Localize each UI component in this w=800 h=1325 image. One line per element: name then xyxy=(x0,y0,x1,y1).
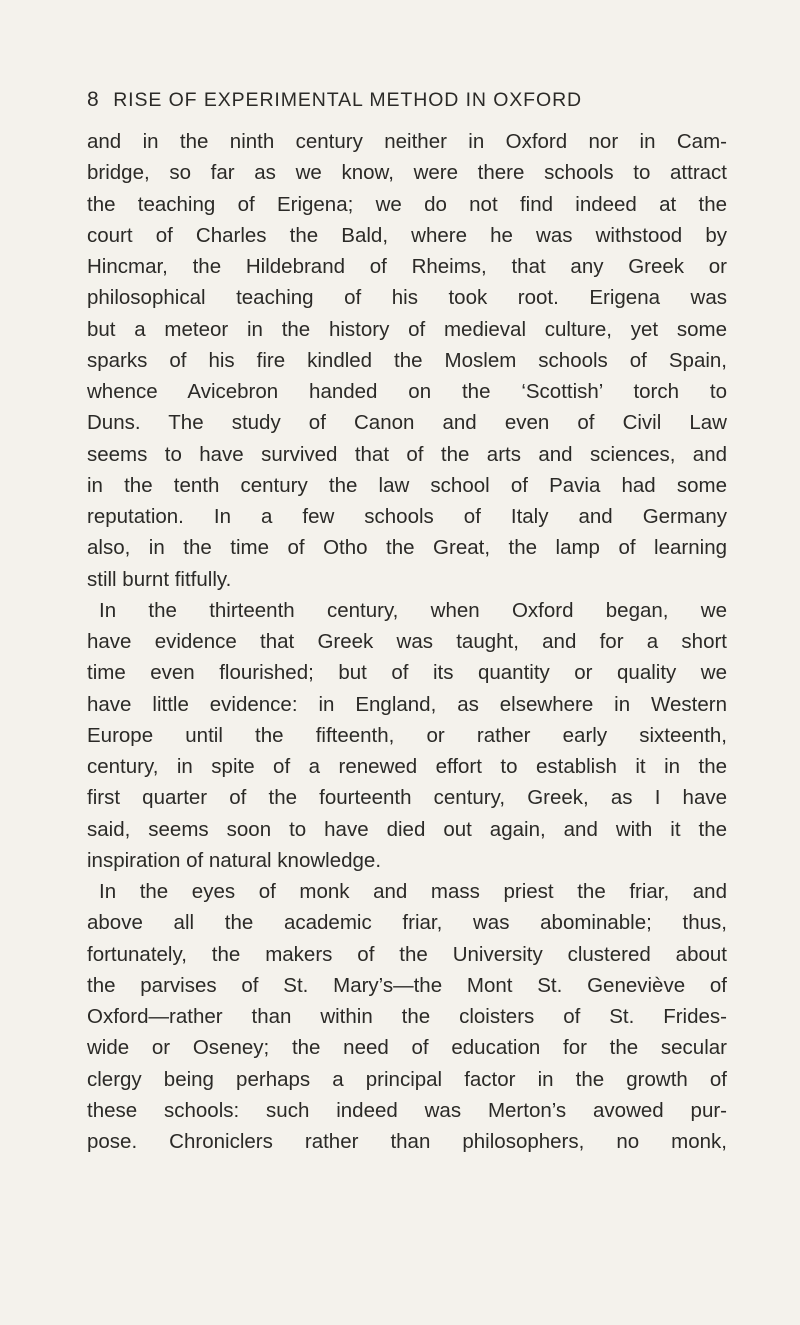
running-head xyxy=(87,88,727,116)
text-line: wide or Oseney; the need of education for the secular xyxy=(87,1036,727,1060)
text-line: these schools: such indeed was Merton’s avowed pur- xyxy=(87,1098,727,1122)
text-line: above all the academic friar, was abominable; thus, xyxy=(87,911,727,935)
body-text xyxy=(87,126,727,1157)
text-line: in the tenth century the law school of Pavia had some xyxy=(87,473,727,497)
text-line: reputation. In a few schools of Italy and Germany xyxy=(87,505,727,528)
text-line: sparks of his fire kindled the Moslem schools of Spain, xyxy=(87,348,727,372)
text-line: Europe until the fifteenth, or rather early sixteenth, xyxy=(87,723,727,747)
text-line: whence Avicebron handed on the ‘Scottish’ torch to xyxy=(87,380,727,403)
text-line: Hincmar, the Hildebrand of Rheims, that any Greek or xyxy=(87,255,727,278)
text-line: first quarter of the fourteenth century, Greek, as I have xyxy=(87,786,727,810)
text-line: pose. Chroniclers rather than philosophers, no monk, xyxy=(87,1130,727,1153)
text-line: have evidence that Greek was taught, and for a short xyxy=(87,630,727,653)
text-line: inspiration of natural knowledge. xyxy=(87,848,382,872)
page-number: 8 xyxy=(87,88,100,111)
text-line: and in the ninth century neither in Oxford nor in Cam- xyxy=(87,130,727,153)
text-line: clergy being perhaps a principal factor in the growth of xyxy=(87,1067,727,1091)
text-line: fortunately, the makers of the University clustered about xyxy=(87,942,727,966)
text-line: time even flourished; but of its quantity or quality we xyxy=(87,661,727,685)
text-line: have little evidence: in England, as elsewhere in Western xyxy=(87,692,727,716)
text-line: but a meteor in the history of medieval culture, yet some xyxy=(87,317,727,341)
text-line: seems to have survived that of the arts and sciences, and xyxy=(87,442,727,466)
text-line: the teaching of Erigena; we do not find indeed at the xyxy=(87,192,727,216)
text-line: bridge, so far as we know, were there schools to attract xyxy=(87,161,727,185)
text-line: court of Charles the Bald, where he was withstood by xyxy=(87,223,727,247)
text-line: Oxford—rather than within the cloisters of St. Frides- xyxy=(87,1005,727,1028)
paragraph-start-line: In the eyes of monk and mass priest the friar, and xyxy=(99,880,727,903)
text-line: the parvises of St. Mary’s—the Mont St. Geneviève of xyxy=(87,973,727,997)
text-line: said, seems soon to have died out again, and with it the xyxy=(87,817,727,841)
text-line: century, in spite of a renewed effort to establish it in the xyxy=(87,755,727,778)
text-line: philosophical teaching of his took root. Erigena was xyxy=(87,286,727,310)
text-line: also, in the time of Otho the Great, the lamp of learning xyxy=(87,536,727,560)
text-line: still burnt fitfully. xyxy=(87,567,232,591)
running-title: RISE OF EXPERIMENTAL METHOD IN OXFORD xyxy=(113,89,583,111)
text-line: Duns. The study of Canon and even of Civil Law xyxy=(87,411,727,435)
paragraph-start-line: In the thirteenth century, when Oxford began, we xyxy=(99,598,727,622)
